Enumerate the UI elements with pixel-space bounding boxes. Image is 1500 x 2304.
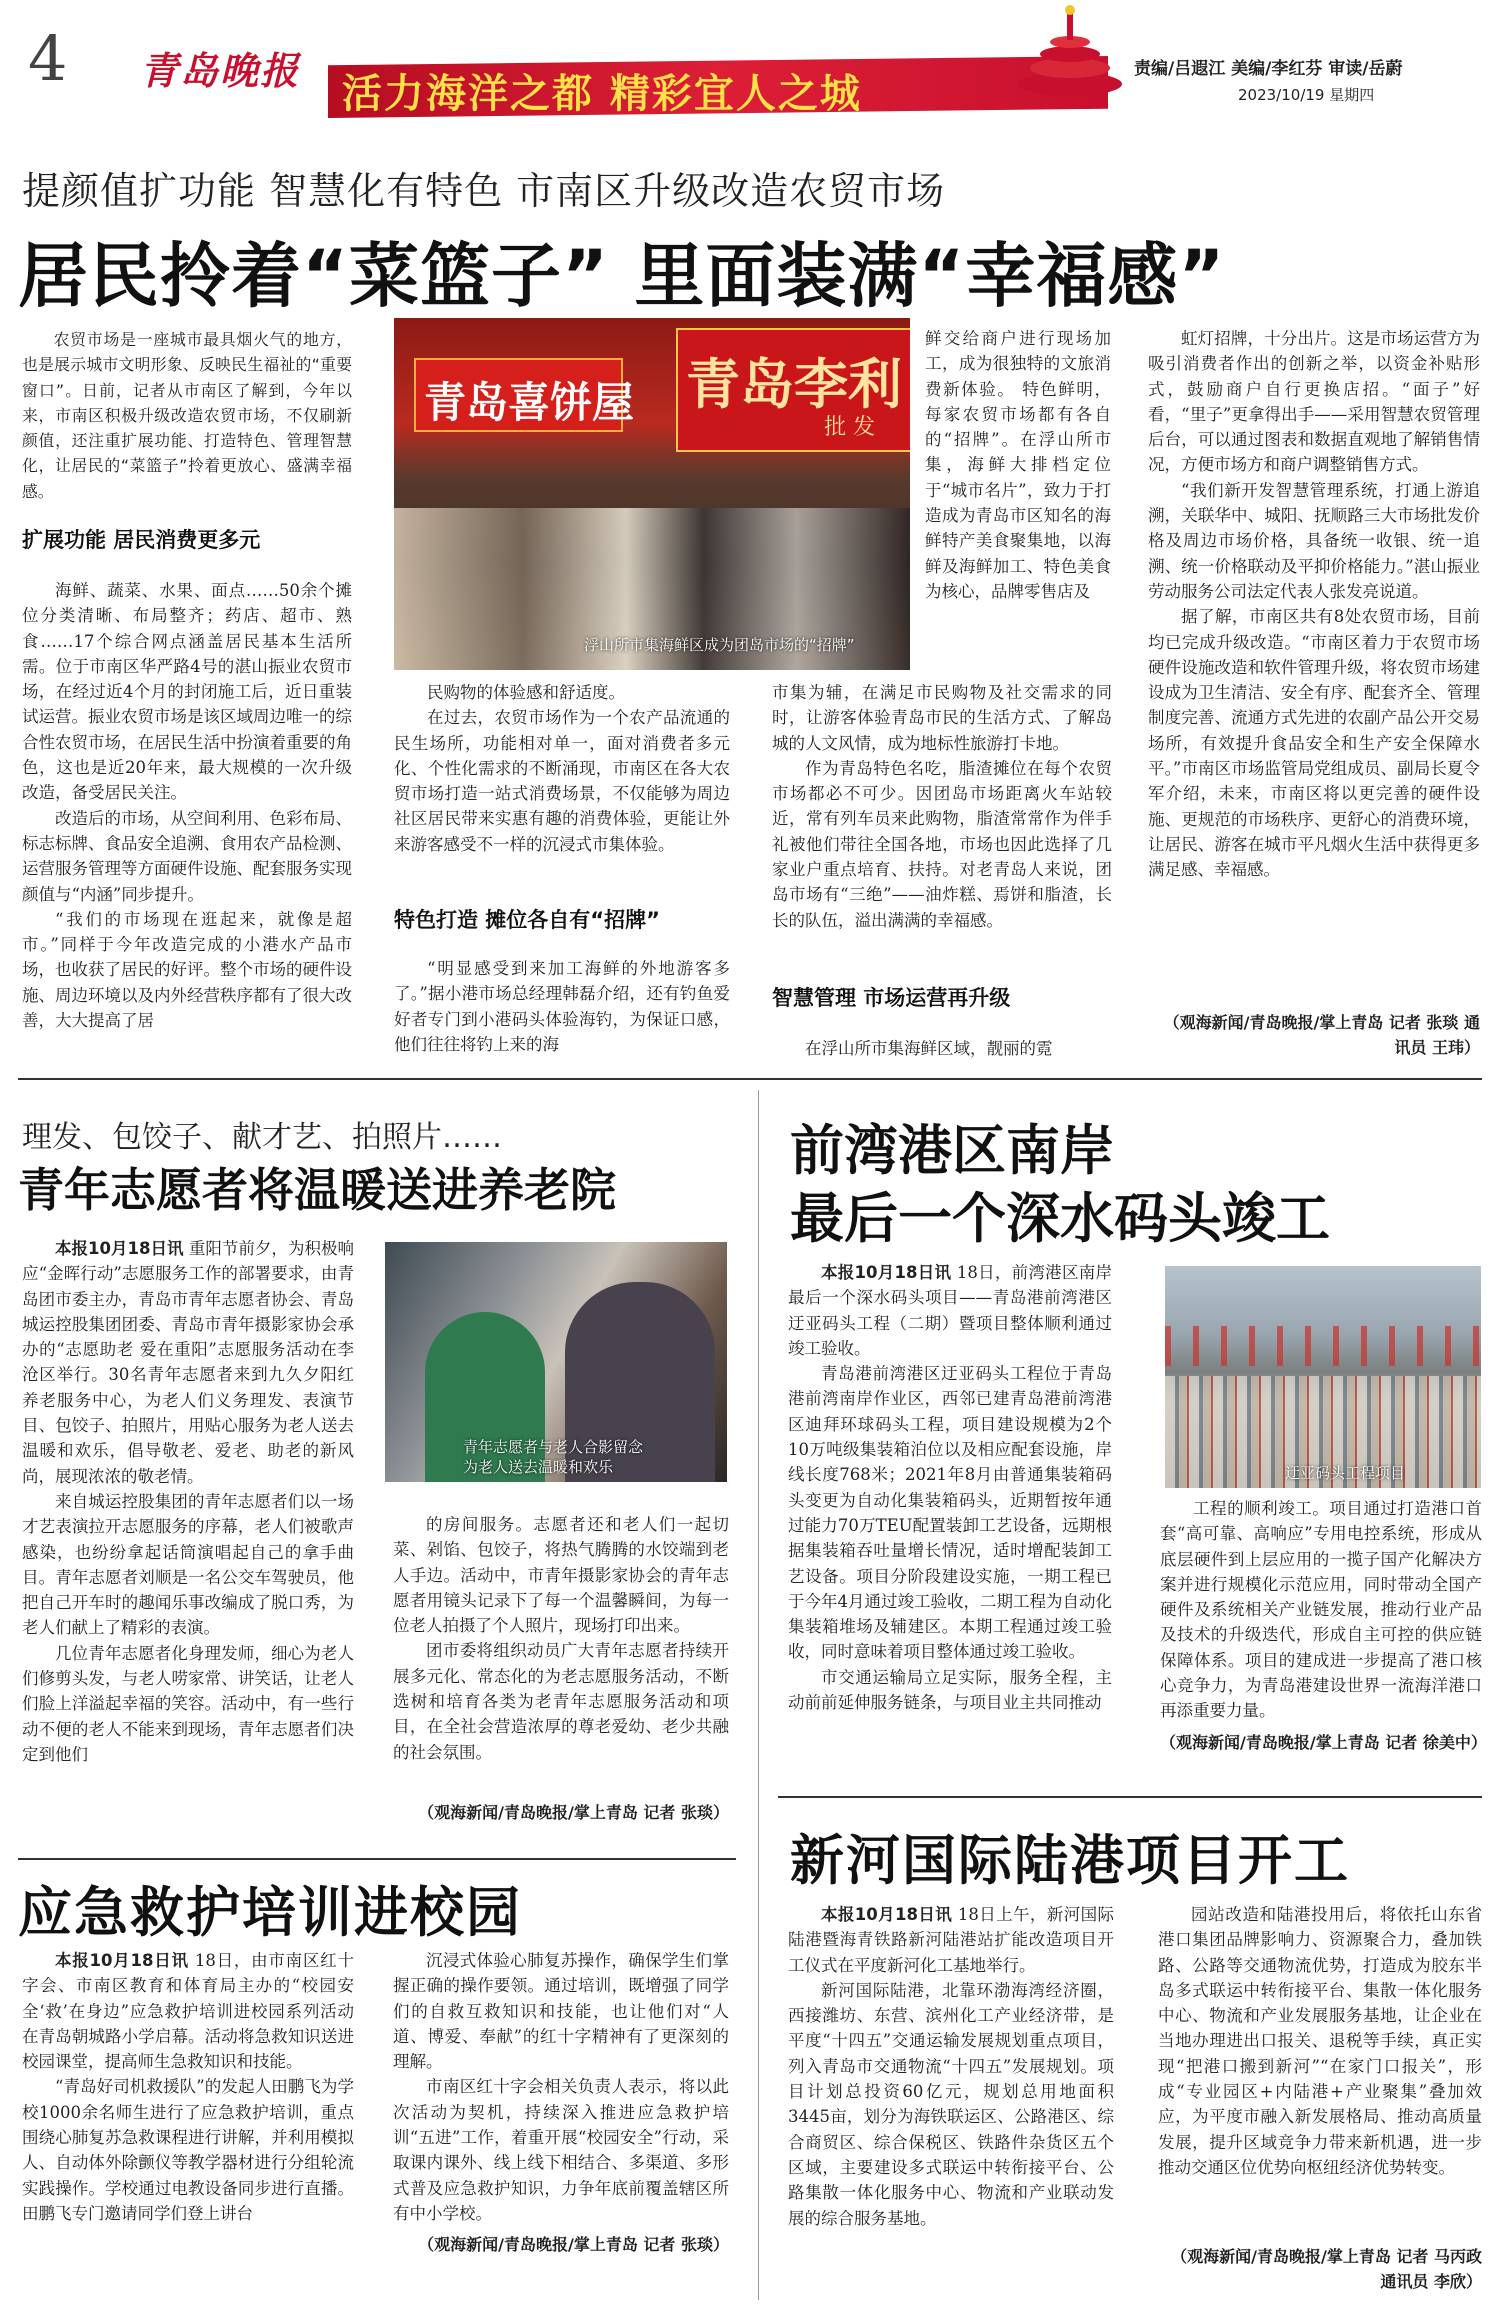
article3-credit: （观海新闻/青岛晚报/掌上青岛 记者 张琰） bbox=[418, 2235, 729, 2254]
article3-col2 bbox=[393, 1948, 729, 2230]
article1-col4 bbox=[1148, 326, 1480, 1006]
article4-dateline: 本报10月18日讯 bbox=[821, 1263, 952, 1282]
article4-credit: （观海新闻/青岛晚报/掌上青岛 记者 徐美中） bbox=[1160, 1733, 1487, 1752]
issue-date: 2023/10/19 星期四 bbox=[1238, 86, 1375, 104]
article5-col1 bbox=[788, 1902, 1114, 2297]
storefront-sign-right-text: 青岛李利 bbox=[686, 352, 902, 416]
article1-headline: 居民拎着“菜篮子” 里面装满“幸福感” bbox=[18, 235, 1226, 317]
article2-kicker: 理发、包饺子、献才艺、拍照片…… bbox=[22, 1120, 502, 1155]
article4-col2 bbox=[1160, 1496, 1482, 1728]
body-paragraph: “我们的市场现在逛起来，就像是超市。”同样于今年改造完成的小港水产品市场，也收获了居民的好评。整个市场的硬件设施、周边环境以及内外经营秩序都有了很大改善，大大提高了居 bbox=[22, 909, 352, 1031]
article2-photo-caption-line2: 为老人送去温暖和欢乐 bbox=[463, 1458, 614, 1476]
cranes-row bbox=[1165, 1326, 1481, 1366]
article4-photo-caption: 迂亚码头工程项目 bbox=[1285, 1464, 1406, 1482]
article1-col3b bbox=[772, 1036, 1112, 1064]
body-paragraph: 园站改造和陆港投用后，将依托山东省港口集团品牌影响力、资源聚合力，叠加铁路、公路等交通物流优势，打造成为胶东半岛多式联运中转衔接平台、集散一体化服务中心、物流和产业发展服务基地，让企业在当地办理进出口报关、退税等手续，真正实现“把港口搬到新河”“在家门口报关”，形成“专业园区+内陆港+产业聚集”叠加效应，为平度市融入新发展格局、推动高质量发展，提升区域竞争力带来新机遇，进一步推动交通区位优势向枢纽经济优势转变。 bbox=[1158, 1905, 1482, 2177]
body-paragraph: 来自城运控股集团的青年志愿者们以一场才艺表演拉开志愿服务的序幕，老人们被歌声感染，也纷纷拿起话筒演唱起自己的拿手曲目。青年志愿者刘顺是一名公交车驾驶员，他把自己开车时的趣闻乐事改编成了脱口秀，为老人们献上了精彩的表演。 bbox=[22, 1491, 354, 1638]
body-paragraph: 工程的顺利竣工。项目通过打造港口首套“高可靠、高响应”专用电控系统，形成从底层硬件到上层应用的一揽子国产化解决方案并进行规模化示范应用，同时带动全国产硬件及系统相关产业链发展，推动行业产品及技术的升级迭代，形成自主可控的供应链保障体系。项目的建成进一步提高了港口核心竞争力，为青岛港建设世界一流海洋港口再添重要力量。 bbox=[1160, 1499, 1482, 1721]
body-paragraph: 青岛港前湾港区迂亚码头工程位于青岛港前湾南岸作业区，西邻已建青岛港前湾港区迪拜环球码头工程，项目建设规模为2个10万吨级集装箱泊位以及相应配套设施，岸线长度768米；2021年8月由普通集装箱码头变更为自动化集装箱码头，近期暂按年通过能力70万TEU配置装卸工艺设备，远期根据集装箱吞吐量增长情况，适时增配装卸工艺设备。项目分阶段建设实施，一期工程已于今年4月通过竣工验收，二期工程为自动化集装箱堆场及辅建区。本期工程通过竣工验收，同时意味着项目整体通过竣工验收。 bbox=[788, 1364, 1112, 1662]
article2-col2 bbox=[393, 1512, 729, 1802]
body-paragraph: 市集为辅，在满足市民购物及社交需求的同时，让游客体验青岛市民的生活方式、了解岛城的人文风情，成为地标性旅游打卡地。 bbox=[772, 683, 1112, 753]
article1-col2 bbox=[394, 680, 730, 885]
article1-col3-top bbox=[925, 326, 1111, 680]
body-paragraph: 海鲜、蔬菜、水果、面点……50余个摊位分类清晰、布局整齐；药店、超市、熟食……17个综合网点涵盖居民基本生活所需。位于市南区华严路4号的湛山振业农贸市场，在经过近4个月的封闭施工后，近日重装试运营。振业农贸市场是该区域周边唯一的综合性农贸市场，在居民生活中扮演着重要的角色，这也是近20年来，最大规模的一次升级改造，备受居民关注。 bbox=[22, 581, 352, 803]
article5-credit: （观海新闻/青岛晚报/掌上青岛 记者 马丙政 通讯员 李欣） bbox=[1171, 2247, 1482, 2291]
page-number: 4 bbox=[28, 22, 68, 95]
article1-col1 bbox=[22, 578, 352, 1055]
article1-kicker: 提颜值扩功能 智慧化有特色 市南区升级改造农贸市场 bbox=[22, 169, 946, 213]
tower-logo-icon bbox=[1010, 2, 1130, 112]
body-paragraph: 据了解，市南区共有8处农贸市场，目前均已完成升级改造。“市南区着力于农贸市场硬件设施改造和软件管理升级，将农贸市场建设成为卫生清洁、安全有序、配套齐全、管理制度完善、流通方式先进的农副产品公开交易场所，有效提升食品安全和生产安全保障水平。”市南区市场监管局党组成员、副局长夏令军介绍，未来，市南区将以更完善的硬件设施、更规范的市场秩序、更舒心的消费环境，让居民、游客在城市平凡烟火生活中获得更多满足感、幸福感。 bbox=[1148, 607, 1480, 880]
divider-top bbox=[18, 1078, 1482, 1080]
article1-subhead-1: 扩展功能 居民消费更多元 bbox=[22, 528, 261, 552]
article5-headline: 新河国际陆港项目开工 bbox=[790, 1829, 1350, 1892]
article2-credit: （观海新闻/青岛晚报/掌上青岛 记者 张琰） bbox=[418, 1803, 729, 1822]
body-paragraph: 的房间服务。志愿者还和老人们一起切菜、剁馅、包饺子，将热气腾腾的水饺端到老人手边。活动中，市青年摄影家协会的青年志愿者用镜头记录下了每一个温馨瞬间，为每一位老人拍摄了个人照片，现场打印出来。 bbox=[393, 1515, 729, 1636]
article1-col3 bbox=[772, 680, 1112, 980]
body-paragraph: 改造后的市场，从空间利用、色彩布局、标志标牌、食品安全追溯、食用农产品检测、运营服务管理等方面硬件设施、配套服务实现颜值与“内涵”同步提升。 bbox=[22, 808, 352, 904]
article5-dateline: 本报10月18日讯 bbox=[821, 1905, 953, 1924]
article1-col2b bbox=[394, 956, 730, 1056]
body-paragraph: “我们新开发智慧管理系统，打通上游追溯，关联华中、城阳、抚顺路三大市场批发价格及周边市场价格，具备统一收银、统一追溯、统一价格联动及平抑价格能力。”湛山振业劳动服务公司法定代表人张发亮说道。 bbox=[1148, 480, 1480, 601]
article1-col3-para: 鲜交给商户进行现场加工，成为很独特的文旅消费新体验。 特色鲜明，每家农贸市场都有各自的“招牌”。在浮山所市集，海鲜大排档定位于“城市名片”，致力于打造成为青岛市区知名的海鲜特产美食聚集地，以海鲜及海鲜加工、特色美食为核心，品牌零售店及 bbox=[925, 329, 1111, 601]
article5-col2 bbox=[1158, 1902, 1482, 2242]
article3-dateline: 本报10月18日讯 bbox=[55, 1951, 189, 1970]
article2-headline: 青年志愿者将温暖送进养老院 bbox=[18, 1163, 616, 1217]
article5-col1-text: 18日上午，新河国际陆港暨海青铁路新河陆港站扩能改造项目开工仪式在平度新河化工基地举行。 bbox=[788, 1905, 1114, 1975]
body-paragraph: 市交通运输局立足实际，服务全程，主动前前延伸服务链条，与项目业主共同推动 bbox=[788, 1667, 1112, 1713]
body-paragraph: 作为青岛特色名吃，脂渣摊位在每个农贸市场都必不可少。因团岛市场距离火车站较近，常有列车员来此购物，脂渣常常作为伴手礼被他们带往全国各地，市场也因此选择了几家业户重点培育、扶持。对老青岛人来说，团岛市场有“三绝”——油炸糕、焉饼和脂渣，长长的队伍，溢出满满的幸福感。 bbox=[772, 758, 1112, 930]
article1-subhead-3: 智慧管理 市场运营再升级 bbox=[772, 986, 1011, 1010]
divider-mid-right bbox=[778, 1796, 1482, 1798]
body-paragraph: 团市委将组织动员广大青年志愿者持续开展多元化、常态化的为老志愿服务活动，不断选树和培育各类为老青年志愿服务活动和项目，在全社会营造浓厚的尊老爱幼、老少共融的社会氛围。 bbox=[393, 1641, 729, 1762]
body-paragraph: “青岛好司机救援队”的发起人田鹏飞为学校1000余名师生进行了应急救护培训，重点围绕心肺复苏急救课程进行讲解，并利用模拟人、自动体外除颤仪等教学器材进行分组轮流实践操作。学校通过电教设备同步进行直播。田鹏飞专门邀请同学们登上讲台 bbox=[22, 2077, 354, 2223]
banner-slogan: 活力海洋之都 精彩宜人之城 bbox=[342, 71, 862, 117]
article4-port-photo bbox=[1165, 1266, 1481, 1488]
storefront-sign-right-subtext: 批 发 bbox=[824, 415, 875, 440]
body-paragraph: 虹灯招牌，十分出片。这是市场运营方为吸引消费者作出的创新之举，以资金补贴形式，鼓励商户自行更换店招。“面子”好看，“里子”更拿得出手——采用智慧农贸管理后台，可以通过图表和数据直观地了解销售情况，方便市场方和商户调整销售方式。 bbox=[1148, 329, 1480, 475]
article1-credit: （观海新闻/青岛晚报/掌上青岛 记者 张琰 通讯员 王玮） bbox=[1163, 1013, 1480, 1057]
divider-mid-left bbox=[18, 1858, 736, 1860]
body-paragraph: “明显感受到来加工海鲜的外地游客多了。”据小港市场总经理韩磊介绍，还有钓鱼爱好者专门到小港码头体验海钓，为保证口感，他们往往将钓上来的海 bbox=[394, 959, 730, 1054]
article4-headline-line1: 前湾港区南岸 bbox=[790, 1119, 1114, 1182]
article3-col1-text: 18日，由市南区红十字会、市南区教育和体育局主办的“校园安全‘救’在身边”应急救护培训进校园系列活动在青岛朝城路小学启幕。活动将急救知识送进校园课堂，提高师生急救知识和技能。 bbox=[22, 1951, 354, 2072]
paper-name-logo: 青岛晚报 bbox=[140, 48, 301, 93]
body-paragraph: 在浮山所市集海鲜区域，靓丽的霓 bbox=[805, 1039, 1053, 1058]
article3-headline: 应急救护培训进校园 bbox=[18, 1881, 522, 1944]
article1-subhead-2: 特色打造 摊位各自有“招牌” bbox=[394, 908, 660, 932]
body-paragraph: 新河国际陆港，北靠环渤海湾经济圈，西接潍坊、东营、滨州化工产业经济带，是平度“十四五”交通运输发展规划重点项目，列入青岛市交通物流“十四五”发展规划。项目计划总投资60亿元，规划总用地面积3445亩，划分为海铁联运区、公路港区、综合商贸区、综合保税区、铁路件杂货区五个区域，主要建设多式联运中转衔接平台、公路集散一体化服务中心、物流和产业联动发展的综合服务基地。 bbox=[788, 1980, 1114, 2228]
article2-volunteer-photo bbox=[385, 1242, 727, 1482]
body-paragraph: 沉浸式体验心肺复苏操作，确保学生们掌握正确的操作要领。通过培训，既增强了同学们的自救互救知识和技能，也让他们对“人道、博爱、奉献”的红十字精神有了更深刻的理解。 bbox=[393, 1951, 729, 2072]
storefront-sign-left-text: 青岛喜饼屋 bbox=[424, 378, 635, 427]
masthead bbox=[0, 0, 1500, 117]
article4-col1 bbox=[788, 1260, 1112, 1768]
editors-line: 责编/吕遐江 美编/李红芬 审读/岳蔚 bbox=[1134, 59, 1403, 79]
article4-col1-text: 18日，前湾港区南岸最后一个深水码头项目——青岛港前湾港区迂亚码头工程（二期）暨项目整体顺利通过竣工验收。 bbox=[788, 1263, 1112, 1358]
article2-photo-caption: 青年志愿者与老人合影留念 bbox=[463, 1438, 644, 1456]
article1-market-photo bbox=[394, 318, 910, 670]
article1-photo-caption: 浮山所市集海鲜区成为团岛市场的“招牌” bbox=[584, 636, 855, 654]
body-paragraph: 在过去，农贸市场作为一个农产品流通的民生场所，功能相对单一，面对消费者多元化、个性化需求的不断涌现，市南区在各大农贸市场打造一站式消费场景，不仅能够为周边社区居民带来实惠有趣的消费体验，更能让外来游客感受不一样的沉浸式市集体验。 bbox=[394, 708, 730, 854]
divider-vertical bbox=[758, 1090, 759, 2300]
article1-lead: 农贸市场是一座城市最具烟火气的地方，也是展示城市文明形象、反映民生福祉的“重要窗口”。日前，记者从市南区了解到，今年以来，市南区积极升级改造农贸市场，不仅刷新颜值，还注重扩展功能、打造特色、管理智慧化，让居民的“菜篮子”拎着更放心、盛满幸福感。 bbox=[22, 330, 352, 501]
body-paragraph: 市南区红十字会相关负责人表示，将以此次活动为契机，持续深入推进应急救护培训“五进”工作，着重开展“校园安全”行动，采取课内课外、线上线下相结合、多渠道、多形式普及应急救护知识，力争年底前覆盖辖区所有中小学校。 bbox=[393, 2077, 729, 2223]
body-paragraph: 几位青年志愿者化身理发师，细心为老人们修剪头发，与老人唠家常、讲笑话，让老人们脸上洋溢起幸福的笑容。活动中，有一些行动不便的老人不能来到现场，青年志愿者们决定到他们 bbox=[22, 1643, 354, 1764]
article4-headline-line2: 最后一个深水码头竣工 bbox=[790, 1187, 1330, 1250]
article3-col1 bbox=[22, 1948, 354, 2296]
article2-col1-text: 重阳节前夕，为积极响应“金晖行动”志愿服务工作的部署要求，由青岛团市委主办，青岛市青年志愿者协会、青岛城运控股集团团委、青岛市青年摄影家协会承办的“志愿助老 爱在重阳”志愿服务活动在李沧区举行。30名青年志愿者来到九久夕阳红养老服务中心，为老人们义务理发、表演节目、包饺子、拍照片，用贴心服务为老人送去温暖和欢乐，倡导敬老、爱老、助老的新风尚，展现浓浓的敬老情。 bbox=[22, 1239, 354, 1486]
article2-col1 bbox=[22, 1236, 354, 1846]
article2-dateline: 本报10月18日讯 bbox=[55, 1239, 184, 1258]
body-paragraph: 民购物的体验感和舒适度。 bbox=[427, 683, 625, 702]
